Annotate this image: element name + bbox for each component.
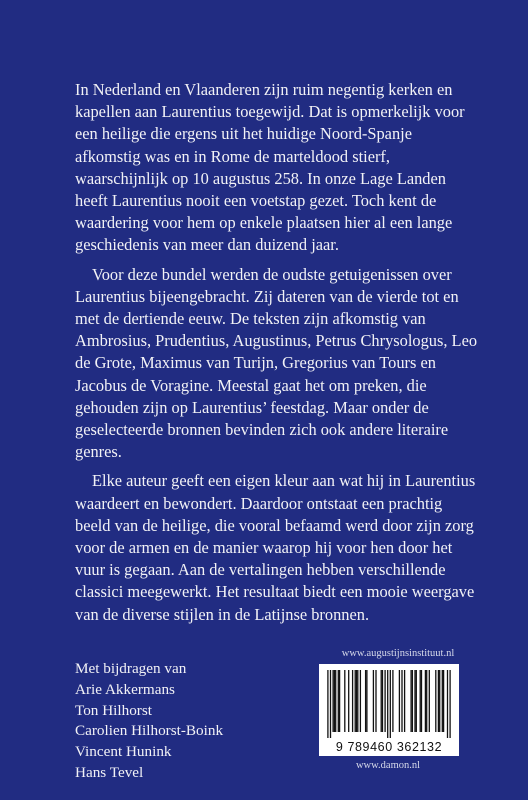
barcode-bar [438,670,439,732]
isbn-barcode [319,664,459,756]
barcode-bar [421,670,422,732]
barcode-bar [404,670,405,732]
blurb-paragraph-2: Voor deze bundel werden de oudste getuigenissen over Laurentius bijeengebracht. Zij dateren van de vierde tot en met de dertiende eeuw. De teksten zijn afkomstig van Ambrosius, Prudentius, Augustinus, Petrus Chrysologus, Leo de Grote, Maximus van Turijn, Gregorius van Tours en Jacobus de Voragine. Meestal gaat het om preken, die gehouden zijn op Laurentius’ feestdag. Maar onder de geselecteerde bronnen bevinden zich ook andere literaire genres. [75,264,478,462]
contributor-name: Carolien Hilhorst-Boink [75,722,224,740]
barcode-bar [387,670,388,738]
barcode-bar [330,670,331,738]
contributors-heading: Met bijdragen van [75,660,187,677]
barcode-bar [429,670,430,732]
barcode-bar [420,670,421,732]
barcode-bar [339,670,340,732]
barcode-bar [401,670,402,732]
barcode-bar [360,670,361,732]
barcode-bar [426,670,427,732]
contributor-name: Hans Tevel [75,763,144,781]
barcode-bar [365,670,366,732]
barcode-bar [375,670,376,732]
barcode-bar [335,670,336,732]
barcode-bar [443,670,444,732]
barcode-digits: 9 789460 362132 [335,740,443,754]
barcode-bar [382,670,383,732]
publisher-url-damon: www.damon.nl [355,760,421,771]
barcode-bar [355,670,356,732]
barcode-bar [344,670,345,732]
barcode-bar [399,670,400,732]
barcode-bar [356,670,357,732]
barcode-bar [412,670,413,732]
contributor-name: Ton Hilhorst [75,701,152,719]
barcode-bar [338,670,339,732]
barcode-bar [442,670,443,732]
barcode-bar [439,670,440,732]
barcode-bar [435,670,436,732]
barcode-bar [410,670,411,732]
barcode-bar [425,670,426,732]
publisher-url-augustijnsinstituut: www.augustijnsinstituut.nl [341,648,455,659]
blurb-paragraph-1: In Nederland en Vlaanderen zijn ruim negentig kerken en kapellen aan Laurentius toegewijd. Dat is opmerkelijk voor een heilige die ergens uit het huidige Noord-Spanje afkomstig was en in Rome de marteldood stierf, waarschijnlijk op 10 augustus 258. In onze Lage Landen heeft Laurentius nooit een voetstap gezet. Toch kent de waardering voor hem op enkele plaatsen hier al een lange geschiedenis van meer dan duizend jaar. [75,80,465,255]
barcode-bar [414,670,415,732]
barcode-bar [449,670,450,738]
barcode-bar [384,670,385,732]
barcode-bar [416,670,417,732]
barcode-bar [327,670,328,738]
barcode-bar [352,670,353,732]
barcode-bars [319,664,459,742]
barcode-bar [373,670,374,732]
barcode-bar [348,670,349,732]
barcode-bar [366,670,367,732]
blurb-paragraph-3: Elke auteur geeft een eigen kleur aan wat hij in Laurentius waardeert en bewondert. Daardoor ontstaat een prachtig beeld van de heilige, die vooral befaamd werd door zijn zorg voor de armen en de manier waarop hij voor hen door het vuur is gegaan. Aan de vertalingen hebben verschillende classici meegewerkt. Het resultaat biedt een mooie weergave van de diverse stijlen in de Latijnse bronnen. [75,471,476,624]
barcode-bar [332,670,333,732]
barcode-bar [392,670,393,732]
contributor-name: Vincent Hunink [75,743,172,761]
barcode-bar [334,670,335,732]
barcode-bar [381,670,382,732]
barcode-bar [447,670,448,738]
barcode-bar [390,670,391,738]
contributor-name: Arie Akkermans [75,680,175,698]
barcode-bar [357,670,358,732]
contributors-list [75,659,305,784]
blurb-text [75,79,480,633]
